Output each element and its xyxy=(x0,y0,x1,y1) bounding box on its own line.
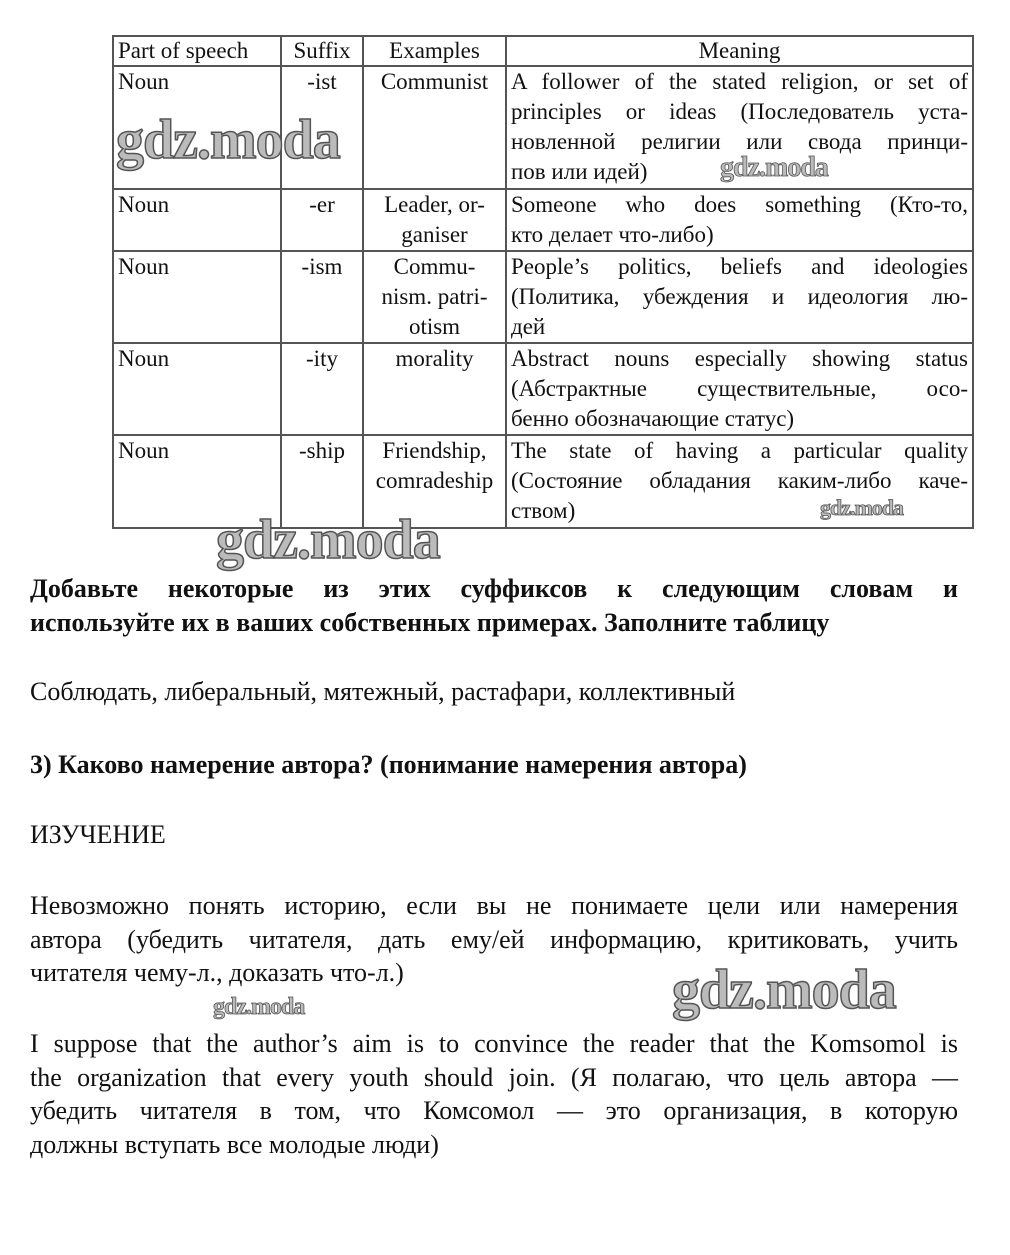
meaning-line: A follower of the stated religion, or set of xyxy=(511,69,968,94)
intro-line: автора (убедить читателя, дать ему/ей информацию, критиковать, учить xyxy=(30,924,958,954)
example-line: otism xyxy=(408,314,461,339)
answer-line: I suppose that the author’s aim is to convince the reader that the Komsomol is xyxy=(30,1029,958,1058)
meaning-line: пов или идей) xyxy=(511,159,648,184)
meaning-line: The state of having a particular quality xyxy=(511,438,968,463)
meaning-line: ством) xyxy=(511,498,576,523)
words-line: Соблюдать, либеральный, мятежный, растафари, коллективный xyxy=(30,677,736,706)
header-examples: Examples xyxy=(363,36,506,66)
intro-line: Невозможно понять историю, если вы не понимаете цели или намерения xyxy=(30,891,958,920)
watermark: gdz.moda xyxy=(672,959,896,1021)
task-text xyxy=(30,572,958,639)
suffix-text: -ship xyxy=(299,438,345,463)
watermark: gdz.moda xyxy=(820,495,904,520)
part-of-speech-text: Noun xyxy=(118,346,170,371)
answer-line: the organization that every youth should join. (Я полагаю, что цель автора — xyxy=(30,1062,958,1092)
example-line: comradeship xyxy=(375,468,494,493)
question-line: 3) Каково намерение автора? (понимание намерения автора) xyxy=(30,750,747,779)
cell-examples xyxy=(363,343,506,435)
question-heading xyxy=(30,748,958,782)
meaning-line: (Состояние обладания каким-либо каче- xyxy=(511,468,968,493)
meaning-line: кто делает что-либо) xyxy=(511,222,714,247)
suffix-text: -ism xyxy=(301,254,343,279)
cell-meaning xyxy=(506,251,973,343)
example-line: nism. patri- xyxy=(381,284,488,309)
part-of-speech-text: Noun xyxy=(118,192,170,217)
cell-part-of-speech xyxy=(113,343,281,435)
header-part-of-speech: Part of speech xyxy=(113,36,281,66)
answer-line: убедить читателя в том, что Комсомол — это организация, в которую xyxy=(30,1096,958,1125)
example-line: Commu- xyxy=(393,254,476,279)
watermark: gdz.moda xyxy=(720,152,828,183)
section-heading xyxy=(30,818,958,852)
suffix-text: -er xyxy=(309,192,335,217)
cell-part-of-speech xyxy=(113,251,281,343)
cell-suffix xyxy=(281,251,363,343)
cell-meaning xyxy=(506,189,973,251)
watermark: gdz.moda xyxy=(216,509,440,571)
meaning-line: Someone who does something (Кто-то, xyxy=(511,192,968,217)
header-suffix: Suffix xyxy=(281,36,363,66)
cell-part-of-speech xyxy=(113,189,281,251)
intro-line: читателя чему-л., доказать что-л.) xyxy=(30,958,404,987)
table-row xyxy=(113,189,973,251)
meaning-line: новленной религии или свода принци- xyxy=(511,129,968,154)
cell-examples xyxy=(363,66,506,189)
meaning-line: principles or ideas (Последователь уста- xyxy=(511,99,968,124)
table-header-row xyxy=(113,36,973,66)
task-line: Добавьте некоторые из этих суффиксов к следующим словам и xyxy=(30,574,958,603)
part-of-speech-text: Noun xyxy=(118,69,170,94)
meaning-line: (Политика, убеждения и идеология лю- xyxy=(511,284,968,309)
part-of-speech-text: Noun xyxy=(118,438,170,463)
example-line: ganiser xyxy=(401,222,468,247)
example-line: Friendship, xyxy=(382,438,487,463)
meaning-line: (Абстрактные существительные, осо- xyxy=(511,376,968,401)
section-line: ИЗУЧЕНИЕ xyxy=(30,820,166,849)
meaning-line: дей xyxy=(511,314,546,339)
answer-text xyxy=(30,1027,958,1161)
task-line: используйте их в ваших собственных примерах. Заполните таблицу xyxy=(30,607,830,637)
words-text xyxy=(30,675,958,709)
meaning-line: Abstract nouns especially showing status xyxy=(511,346,968,371)
example-line: morality xyxy=(395,346,474,371)
watermark: gdz.moda xyxy=(116,109,340,171)
meaning-line: бенно обозначающие статус) xyxy=(511,406,795,431)
cell-meaning xyxy=(506,343,973,435)
suffix-text: -ist xyxy=(307,69,337,94)
cell-examples xyxy=(363,189,506,251)
example-line: Communist xyxy=(380,69,489,94)
watermark: gdz.moda xyxy=(213,994,305,1020)
cell-examples xyxy=(363,251,506,343)
suffix-text: -ity xyxy=(306,346,338,371)
table-row xyxy=(113,343,973,435)
header-meaning: Meaning xyxy=(506,36,973,66)
answer-line: должны вступать все молодые люди) xyxy=(30,1129,439,1159)
cell-suffix xyxy=(281,189,363,251)
meaning-line: People’s politics, beliefs and ideologies xyxy=(511,254,968,279)
cell-suffix xyxy=(281,343,363,435)
table-row xyxy=(113,251,973,343)
example-line: Leader, or- xyxy=(384,192,485,217)
part-of-speech-text: Noun xyxy=(118,254,170,279)
